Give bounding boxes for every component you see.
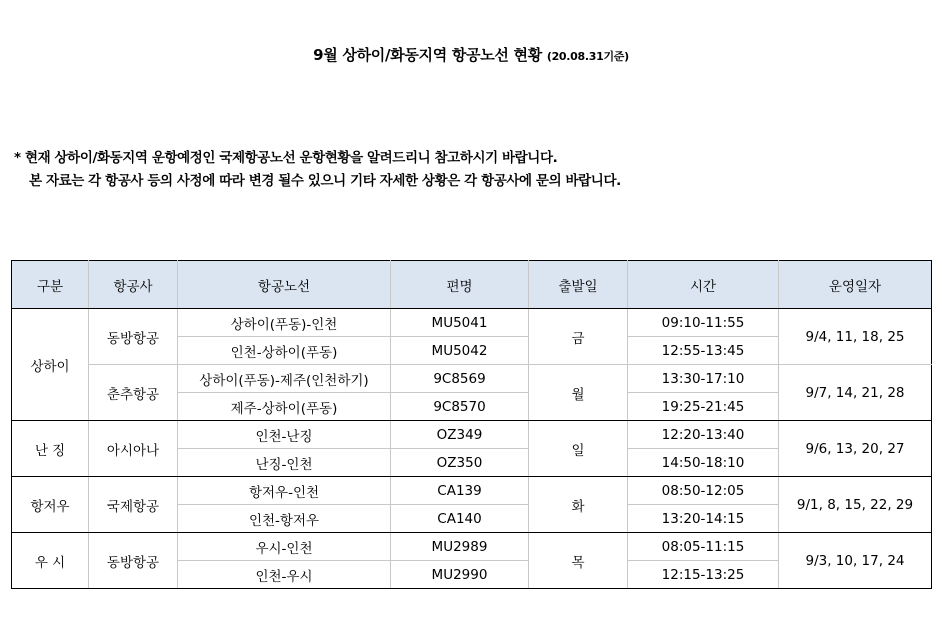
day-cell: 금 [529, 309, 628, 365]
time-cell: 13:20-14:15 [628, 505, 779, 533]
header-day: 출발일 [529, 261, 628, 309]
region-cell: 난 징 [12, 421, 89, 477]
table-row [12, 477, 932, 505]
header-flight: 편명 [391, 261, 529, 309]
header-dates: 운영일자 [779, 261, 932, 309]
airline-cell: 동방항공 [89, 309, 178, 365]
header-region: 구분 [12, 261, 89, 309]
time-cell: 12:20-13:40 [628, 421, 779, 449]
flight-cell: MU5042 [391, 337, 529, 365]
table-row [12, 533, 932, 561]
table-row [12, 421, 932, 449]
notice [14, 147, 621, 193]
day-cell: 목 [529, 533, 628, 589]
day-cell: 화 [529, 477, 628, 533]
route-cell: 인천-난징 [178, 421, 391, 449]
region-cell: 상하이 [12, 309, 89, 421]
route-cell: 인천-상하이(푸동) [178, 337, 391, 365]
route-cell: 우시-인천 [178, 533, 391, 561]
dates-cell: 9/4, 11, 18, 25 [779, 309, 932, 365]
table-row [12, 309, 932, 337]
flight-schedule-table [11, 260, 932, 589]
day-cell: 월 [529, 365, 628, 421]
page-title [0, 44, 942, 65]
flight-cell: MU2989 [391, 533, 529, 561]
route-cell: 인천-우시 [178, 561, 391, 589]
time-cell: 19:25-21:45 [628, 393, 779, 421]
flight-cell: 9C8569 [391, 365, 529, 393]
route-cell: 제주-상하이(푸동) [178, 393, 391, 421]
flight-cell: OZ350 [391, 449, 529, 477]
flight-cell: MU2990 [391, 561, 529, 589]
flight-cell: CA140 [391, 505, 529, 533]
header-route: 항공노선 [178, 261, 391, 309]
region-cell: 우 시 [12, 533, 89, 589]
title-date: (20.08.31기준) [546, 50, 629, 63]
route-cell: 상하이(푸동)-제주(인천하기) [178, 365, 391, 393]
day-cell: 일 [529, 421, 628, 477]
airline-cell: 동방항공 [89, 533, 178, 589]
header-time: 시간 [628, 261, 779, 309]
route-cell: 상하이(푸동)-인천 [178, 309, 391, 337]
dates-cell: 9/1, 8, 15, 22, 29 [779, 477, 932, 533]
notice-line-1: * 현재 상하이/화동지역 운항예정인 국제항공노선 운항현황을 알려드리니 참고하시기 바랍니다. [14, 150, 558, 166]
time-cell: 08:50-12:05 [628, 477, 779, 505]
flight-cell: OZ349 [391, 421, 529, 449]
flight-cell: MU5041 [391, 309, 529, 337]
time-cell: 12:55-13:45 [628, 337, 779, 365]
header-airline: 항공사 [89, 261, 178, 309]
region-cell: 항저우 [12, 477, 89, 533]
dates-cell: 9/3, 10, 17, 24 [779, 533, 932, 589]
dates-cell: 9/6, 13, 20, 27 [779, 421, 932, 477]
flight-cell: 9C8570 [391, 393, 529, 421]
flight-cell: CA139 [391, 477, 529, 505]
route-cell: 난징-인천 [178, 449, 391, 477]
airline-cell: 아시아나 [89, 421, 178, 477]
airline-cell: 춘추항공 [89, 365, 178, 421]
airline-cell: 국제항공 [89, 477, 178, 533]
table-header-row [12, 261, 932, 309]
time-cell: 13:30-17:10 [628, 365, 779, 393]
notice-line-2: 본 자료는 각 항공사 등의 사정에 따라 변경 될수 있으니 기타 자세한 상황은 각 항공사에 문의 바랍니다. [29, 173, 621, 189]
route-cell: 항저우-인천 [178, 477, 391, 505]
time-cell: 08:05-11:15 [628, 533, 779, 561]
time-cell: 12:15-13:25 [628, 561, 779, 589]
title-main: 9월 상하이/화동지역 항공노선 현황 [313, 46, 542, 64]
dates-cell: 9/7, 14, 21, 28 [779, 365, 932, 421]
table-row [12, 365, 932, 393]
time-cell: 14:50-18:10 [628, 449, 779, 477]
route-cell: 인천-항저우 [178, 505, 391, 533]
time-cell: 09:10-11:55 [628, 309, 779, 337]
